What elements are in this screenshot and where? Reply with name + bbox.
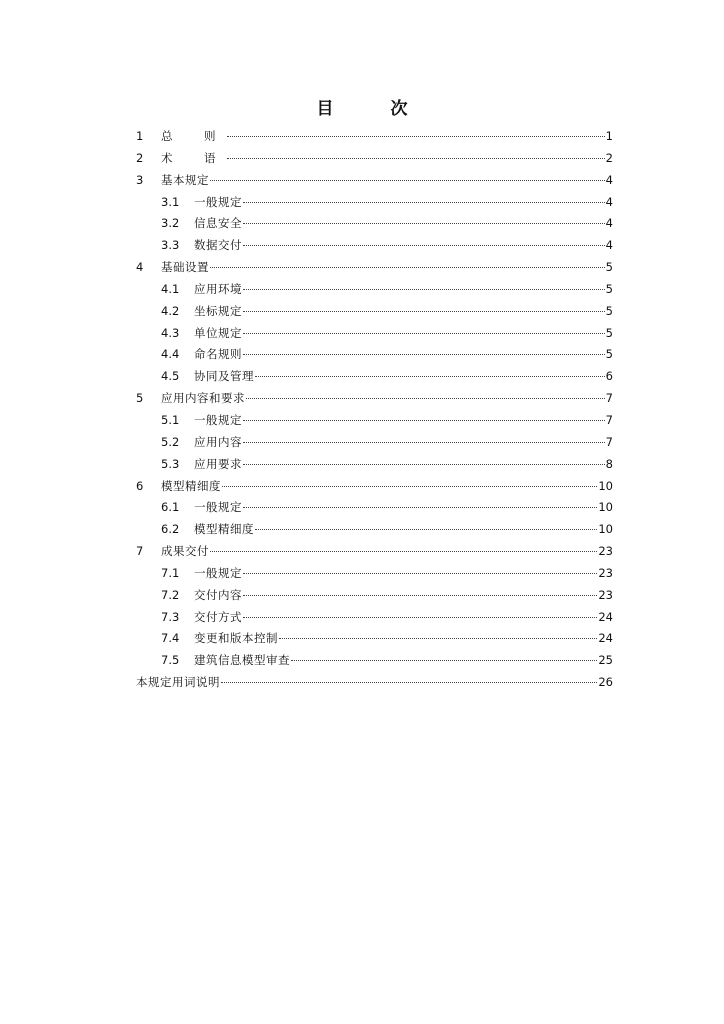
toc-entry-label: 模型精细度 bbox=[194, 522, 254, 537]
toc-entry[interactable] bbox=[136, 257, 613, 279]
toc-entry[interactable] bbox=[136, 388, 613, 410]
dot-leader bbox=[243, 464, 605, 465]
toc-entry-number: 7.4 bbox=[161, 631, 180, 646]
toc-entry[interactable] bbox=[136, 170, 613, 192]
toc-entry-page-number: 24 bbox=[598, 631, 613, 646]
toc-entry-number: 4 bbox=[136, 260, 144, 275]
toc-entry-page-number: 2 bbox=[605, 150, 613, 165]
toc-entry-page-number: 26 bbox=[598, 675, 613, 690]
toc-entry[interactable] bbox=[136, 454, 613, 476]
dot-leader bbox=[243, 507, 597, 508]
dot-leader bbox=[222, 486, 597, 487]
toc-entry-label: 变更和版本控制 bbox=[194, 631, 278, 646]
toc-entry[interactable] bbox=[136, 366, 613, 388]
dot-leader bbox=[243, 354, 605, 355]
toc-entry-number: 4.1 bbox=[161, 281, 180, 296]
toc-entry-label: 应用环境 bbox=[194, 281, 242, 296]
dot-leader bbox=[279, 638, 597, 639]
toc-entry-label: 一般规定 bbox=[194, 500, 242, 515]
toc-entry-page-number: 23 bbox=[598, 587, 613, 602]
toc-entry-label: 信息安全 bbox=[194, 216, 242, 231]
toc-entry[interactable] bbox=[136, 563, 613, 585]
toc-entry-label: 成果交付 bbox=[161, 544, 209, 559]
toc-entry-page-number: 8 bbox=[605, 456, 613, 471]
toc-entry-number: 3.3 bbox=[161, 238, 180, 253]
dot-leader bbox=[255, 529, 597, 530]
toc-entry[interactable] bbox=[136, 628, 613, 650]
dot-leader bbox=[243, 311, 605, 312]
toc-entry-page-number: 4 bbox=[605, 172, 613, 187]
toc-entry-number: 7.1 bbox=[161, 565, 180, 580]
toc-entry-number: 7.5 bbox=[161, 653, 180, 668]
toc-entry-label: 基本规定 bbox=[161, 172, 209, 187]
dot-leader bbox=[255, 376, 605, 377]
toc-entry-label: 建筑信息模型审查 bbox=[194, 653, 290, 668]
toc-entry-number: 3 bbox=[136, 172, 144, 187]
toc-entry[interactable] bbox=[136, 192, 613, 214]
dot-leader bbox=[291, 660, 597, 661]
toc-entry-label: 一般规定 bbox=[194, 412, 242, 427]
toc-entry[interactable] bbox=[136, 585, 613, 607]
toc-entry-page-number: 4 bbox=[605, 238, 613, 253]
dot-leader bbox=[243, 595, 597, 596]
toc-entry-number: 6.2 bbox=[161, 522, 180, 537]
dot-leader bbox=[243, 442, 605, 443]
toc-entry-page-number: 23 bbox=[598, 544, 613, 559]
toc-entry-page-number: 5 bbox=[605, 260, 613, 275]
toc-entry-number: 4.5 bbox=[161, 369, 180, 384]
dot-leader bbox=[243, 617, 597, 618]
toc-entry[interactable] bbox=[136, 607, 613, 629]
toc-entry[interactable] bbox=[136, 148, 613, 170]
toc-entry-page-number: 5 bbox=[605, 303, 613, 318]
dot-leader bbox=[243, 333, 605, 334]
dot-leader bbox=[243, 289, 605, 290]
toc-entry-page-number: 24 bbox=[598, 609, 613, 624]
toc-entry[interactable] bbox=[136, 541, 613, 563]
toc-entry-label: 模型精细度 bbox=[161, 478, 221, 493]
toc-entry[interactable] bbox=[136, 672, 613, 694]
toc-entry[interactable] bbox=[136, 650, 613, 672]
toc-entry-label: 数据交付 bbox=[194, 238, 242, 253]
toc-entry[interactable] bbox=[136, 410, 613, 432]
toc-entry-page-number: 7 bbox=[605, 412, 613, 427]
toc-entry-number: 1 bbox=[136, 129, 144, 143]
toc-entry-page-number: 7 bbox=[605, 434, 613, 449]
toc-entry-number: 7.2 bbox=[161, 587, 180, 602]
toc-entry-label: 本规定用词说明 bbox=[136, 675, 220, 690]
toc-entry-label: 应用内容 bbox=[194, 434, 242, 449]
dot-leader bbox=[221, 682, 597, 683]
toc-entry[interactable] bbox=[136, 235, 613, 257]
toc-entry-label: 单位规定 bbox=[194, 325, 242, 340]
toc-entry-page-number: 4 bbox=[605, 194, 613, 209]
toc-entry-label: 一般规定 bbox=[194, 194, 242, 209]
toc-entry-label: 协同及管理 bbox=[194, 369, 254, 384]
toc-entry-page-number: 5 bbox=[605, 347, 613, 362]
toc-entry-number: 4.3 bbox=[161, 325, 180, 340]
toc-entry-page-number: 10 bbox=[598, 478, 613, 493]
dot-leader bbox=[210, 267, 605, 268]
toc-entry-number: 3.2 bbox=[161, 216, 180, 231]
toc-entry[interactable] bbox=[136, 301, 613, 323]
dot-leader bbox=[246, 398, 605, 399]
toc-entry-label: 总 则 bbox=[161, 129, 226, 143]
toc-entry-label: 交付方式 bbox=[194, 609, 242, 624]
toc-entry-label: 命名规则 bbox=[194, 347, 242, 362]
page-title: 目 次 bbox=[316, 99, 428, 119]
dot-leader bbox=[243, 202, 605, 203]
toc-entry-page-number: 10 bbox=[598, 522, 613, 537]
dot-leader bbox=[243, 245, 605, 246]
toc-entry-label: 坐标规定 bbox=[194, 303, 242, 318]
toc-entry-label: 应用要求 bbox=[194, 456, 242, 471]
toc-entry[interactable] bbox=[136, 213, 613, 235]
toc-entry-number: 4.4 bbox=[161, 347, 180, 362]
toc-entry-number: 6.1 bbox=[161, 500, 180, 515]
toc-entry-number: 3.1 bbox=[161, 194, 180, 209]
toc-entry-number: 7.3 bbox=[161, 609, 180, 624]
toc-entry[interactable] bbox=[136, 519, 613, 541]
toc-entry[interactable] bbox=[136, 344, 613, 366]
dot-leader bbox=[227, 136, 605, 137]
toc-entry-page-number: 25 bbox=[598, 653, 613, 668]
toc-entry-page-number: 5 bbox=[605, 281, 613, 296]
toc-entry-number: 5 bbox=[136, 391, 144, 406]
toc-entry-number: 2 bbox=[136, 150, 144, 165]
dot-leader bbox=[243, 420, 605, 421]
dot-leader bbox=[243, 223, 605, 224]
toc-entry-number: 6 bbox=[136, 478, 144, 493]
toc-entry-number: 5.2 bbox=[161, 434, 180, 449]
toc-entry[interactable] bbox=[136, 126, 613, 148]
toc-entry-page-number: 6 bbox=[605, 369, 613, 384]
toc-entry-label: 一般规定 bbox=[194, 565, 242, 580]
toc-entry-number: 4.2 bbox=[161, 303, 180, 318]
dot-leader bbox=[243, 573, 597, 574]
toc-entry-number: 5.3 bbox=[161, 456, 180, 471]
toc-entry-number: 7 bbox=[136, 544, 144, 559]
dot-leader bbox=[227, 158, 605, 159]
toc-list bbox=[136, 126, 613, 694]
toc-entry-label: 基础设置 bbox=[161, 260, 209, 275]
toc-entry-page-number: 23 bbox=[598, 565, 613, 580]
toc-entry-page-number: 10 bbox=[598, 500, 613, 515]
toc-entry-label: 应用内容和要求 bbox=[161, 391, 245, 406]
toc-entry-page-number: 5 bbox=[605, 325, 613, 340]
toc-entry-page-number: 1 bbox=[605, 129, 613, 143]
toc-entry-page-number: 7 bbox=[605, 391, 613, 406]
toc-entry[interactable] bbox=[136, 497, 613, 519]
toc-entry-page-number: 4 bbox=[605, 216, 613, 231]
toc-entry[interactable] bbox=[136, 323, 613, 345]
toc-entry[interactable] bbox=[136, 279, 613, 301]
toc-entry-label: 交付内容 bbox=[194, 587, 242, 602]
toc-entry-number: 5.1 bbox=[161, 412, 180, 427]
dot-leader bbox=[210, 180, 605, 181]
dot-leader bbox=[210, 551, 597, 552]
toc-entry-label: 术 语 bbox=[161, 150, 226, 165]
toc-entry[interactable] bbox=[136, 476, 613, 498]
toc-entry[interactable] bbox=[136, 432, 613, 454]
